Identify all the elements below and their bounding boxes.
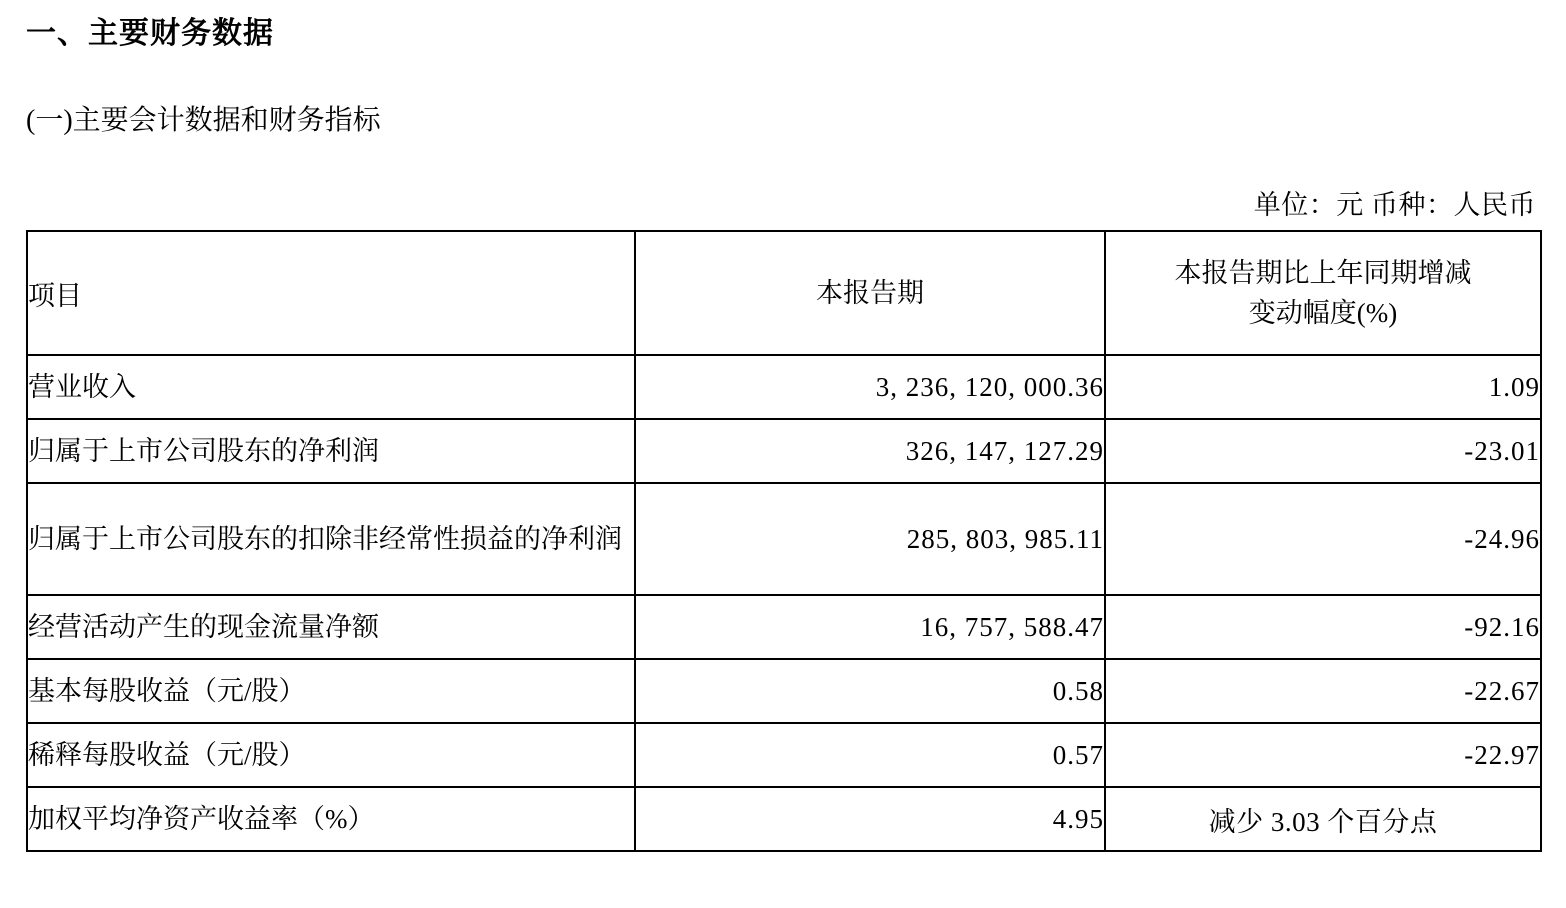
unit-note: 单位：元 币种：人民币 (1253, 190, 1536, 221)
page-title: 一、主要财务数据 (26, 17, 274, 50)
row-period-value: 4.95 (635, 787, 1105, 851)
row-period-value: 285, 803, 985.11 (635, 483, 1105, 595)
table-row (27, 787, 1541, 851)
row-change-value: 1.09 (1105, 355, 1541, 419)
row-item-label: 基本每股收益（元/股） (27, 659, 635, 723)
column-header-change-line2: 变动幅度(%) (1248, 298, 1398, 329)
row-item-label: 稀释每股收益（元/股） (27, 723, 635, 787)
row-change-value: -22.97 (1105, 723, 1541, 787)
row-period-value: 326, 147, 127.29 (635, 419, 1105, 483)
row-period-value: 0.57 (635, 723, 1105, 787)
table-row (27, 659, 1541, 723)
row-period-value: 3, 236, 120, 000.36 (635, 355, 1105, 419)
table-row (27, 483, 1541, 595)
row-period-value: 0.58 (635, 659, 1105, 723)
document-page (0, 14, 1566, 852)
row-item-label: 归属于上市公司股东的扣除非经常性损益的净利润 (27, 483, 635, 595)
table-row (27, 355, 1541, 419)
row-change-value: -22.67 (1105, 659, 1541, 723)
column-header-change (1105, 231, 1541, 355)
row-change-value: -23.01 (1105, 419, 1541, 483)
table-row (27, 419, 1541, 483)
row-item-label: 归属于上市公司股东的净利润 (27, 419, 635, 483)
section-subtitle: (一)主要会计数据和财务指标 (26, 105, 381, 136)
table-row (27, 595, 1541, 659)
row-period-value: 16, 757, 588.47 (635, 595, 1105, 659)
row-change-value: -24.96 (1105, 483, 1541, 595)
row-change-value: 减少 3.03 个百分点 (1105, 787, 1541, 851)
row-item-label: 加权平均净资产收益率（%） (27, 787, 635, 851)
row-item-label: 经营活动产生的现金流量净额 (27, 595, 635, 659)
financial-data-table (26, 230, 1542, 852)
column-header-change-line1: 本报告期比上年同期增减 (1174, 257, 1472, 288)
column-header-period: 本报告期 (635, 231, 1105, 355)
row-item-label: 营业收入 (27, 355, 635, 419)
row-change-value: -92.16 (1105, 595, 1541, 659)
table-row (27, 723, 1541, 787)
table-body (27, 355, 1541, 851)
column-header-item: 项目 (27, 231, 635, 355)
table-header-row (27, 231, 1541, 355)
